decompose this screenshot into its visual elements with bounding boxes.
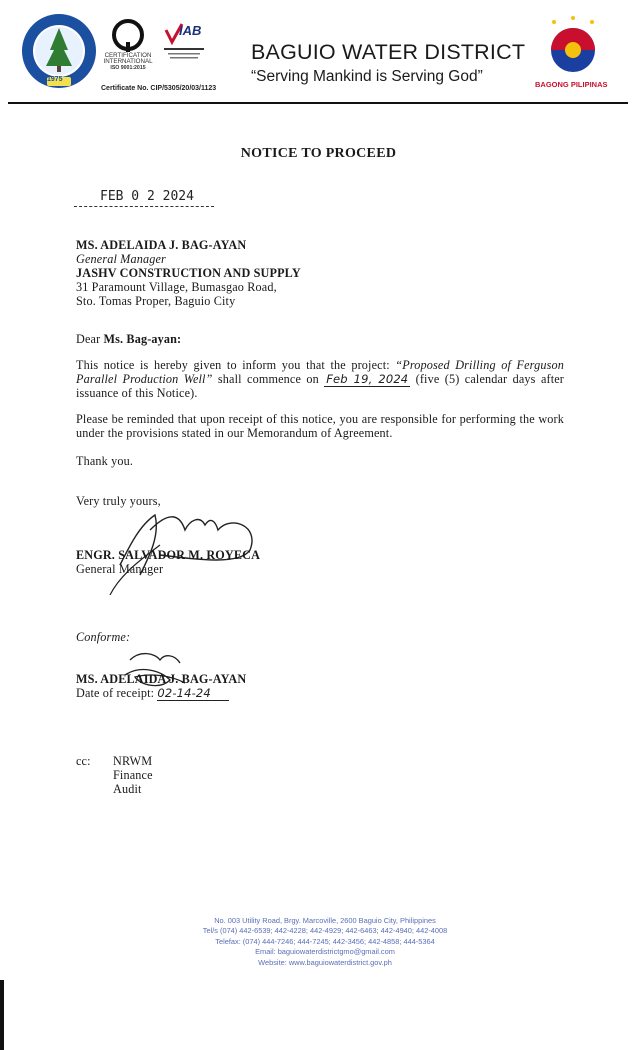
conforme-name: MS. ADELAIDA J. BAG-AYAN — [76, 672, 247, 686]
seal-year: 1975 — [47, 76, 63, 83]
salutation-prefix: Dear — [76, 332, 104, 346]
scan-edge — [0, 980, 4, 1050]
recipient-address-1: 31 Paramount Village, Bumasgao Road, — [76, 280, 277, 294]
project-name: “Proposed Drilling of Ferguson Parallel Production Well” — [76, 358, 564, 386]
conforme-label: Conforme: — [76, 630, 131, 644]
date-of-receipt-row — [76, 686, 246, 701]
cc-item: Audit — [113, 782, 142, 796]
bagong-pilipinas-logo — [540, 14, 606, 76]
recipient-position: General Manager — [76, 252, 166, 266]
footer-tels: Tel/s (074) 442-6539; 442-4228; 442-4929; 442-6463; 442-4940; 442-4008 — [202, 926, 448, 936]
recipient-address-2: Sto. Tomas Proper, Baguio City — [76, 294, 236, 308]
closing: Very truly yours, — [76, 494, 161, 508]
cert-label — [98, 53, 158, 71]
salutation-name: Ms. Bag-ayan: — [103, 332, 182, 346]
recipient-company: JASHV CONSTRUCTION AND SUPPLY — [76, 266, 301, 280]
date-underline — [74, 206, 214, 207]
certification-international-logo — [108, 18, 148, 54]
cc-item: NRWM — [113, 754, 153, 768]
salutation — [76, 332, 181, 346]
footer-address: No. 003 Utility Road, Brgy. Marcoville, 2600 Baguio City, Philippines — [214, 916, 436, 925]
date-stamp: FEB 0 2 2024 — [100, 189, 194, 204]
conforme-block — [76, 672, 246, 701]
header-divider — [8, 102, 628, 104]
document-title: NOTICE TO PROCEED — [240, 146, 397, 161]
footer-telefax: Telefax: (074) 444-7246; 444-7245; 442-3456; 442-4858; 444-5364 — [215, 936, 435, 946]
recipient-block — [76, 238, 301, 308]
signatory-block — [76, 548, 260, 576]
cc-list — [113, 754, 153, 796]
certificate-number: Certificate No. CIP/5305/20/03/1123 — [101, 85, 217, 92]
footer-contact — [175, 916, 475, 968]
body-paragraph-1 — [76, 358, 564, 400]
cc-item: Finance — [113, 768, 153, 782]
cert-label-line-1: CERTIFICATION — [104, 52, 152, 59]
bagong-pilipinas-label: BAGONG PILIPINAS — [535, 80, 608, 89]
organization-name: BAGUIO WATER DISTRICT — [251, 40, 526, 64]
cc-label: cc: — [76, 754, 91, 768]
thank-you: Thank you. — [76, 454, 134, 468]
body-paragraph-2: Please be reminded that upon receipt of this notice, you are responsible for performing the work under the provisions stated in our Memorandum of Agreement. — [76, 412, 564, 440]
date-of-receipt-label: Date of receipt: — [76, 686, 155, 700]
date-of-receipt-value: 02-14-24 — [157, 686, 229, 701]
body-1-intro: This notice is hereby given to inform you that the project: — [76, 358, 396, 372]
organization-motto: “Serving Mankind is Serving God” — [251, 68, 483, 85]
footer-email: Email: baguiowaterdistrictgmo@gmail.com — [255, 947, 395, 957]
iab-label: IAB — [179, 23, 202, 38]
body-1-tail: (five (5) calendar days after issuance of this Notice). — [76, 372, 565, 400]
commencement-date-handwritten: Feb 19, 2024 — [326, 372, 409, 386]
cert-iso: ISO 9001:2015 — [110, 65, 146, 71]
body-1-commence: shall commence on — [212, 372, 325, 386]
footer-website: Website: www.baguiowaterdistrict.gov.ph — [258, 957, 392, 967]
recipient-name: MS. ADELAIDA J. BAG-AYAN — [76, 238, 247, 252]
signatory-name: ENGR. SALVADOR M. ROYECA — [76, 548, 261, 562]
signatory-title: General Manager — [76, 562, 164, 576]
cert-label-line-2: INTERNATIONAL — [103, 58, 153, 65]
